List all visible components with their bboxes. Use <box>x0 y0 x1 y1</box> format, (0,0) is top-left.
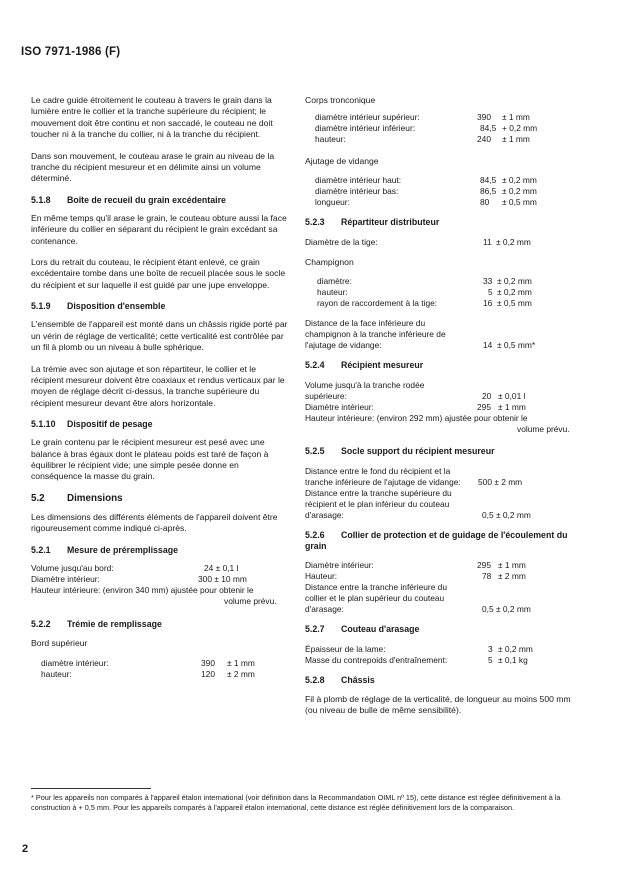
footnote: * Pour les appareils non comparés à l'appareil étalon international (voir définition dans la Recommandation OIML nº 15), cette distance est réglée définitivement à la construction à + 0,5 mm. Pour les appareils comparés à l'appareil étalon international, cette distance est réglée définitivement lors de la comparaison. <box>31 793 561 812</box>
dimension-row: hauteur: 120 ± 2 mm <box>41 668 255 679</box>
dimension-list <box>305 380 577 435</box>
dimension-list <box>305 237 577 248</box>
dimension-row: rayon de raccordement à la tige: 16 ± 0,5 mm <box>317 298 532 308</box>
dimension-row: volume prévu. <box>224 595 277 606</box>
footnote-rule <box>31 788 151 789</box>
section-heading-5-1-8: 5.1.8 Boîte de recueil du grain excédentaire <box>31 194 226 205</box>
dimension-row: volume prévu. <box>517 424 570 434</box>
dimension-row: diamètre intérieur inférieur: 84,5 + 0,2 mm <box>315 123 538 133</box>
right-column <box>305 95 577 717</box>
section-heading-5-2: 5.2 Dimensions <box>31 492 123 504</box>
subheading: Ajutage de vidange <box>305 156 379 166</box>
dimension-row: supérieure: 20 ± 0,01 l <box>305 391 526 401</box>
dimension-row: Diamètre intérieur: 295 ± 1 mm <box>305 560 526 570</box>
dimension-row: d'arasage: 0,5 ± 0,2 mm <box>305 604 531 614</box>
section-heading-5-2-5: 5.2.5 Socle support du récipient mesureur <box>305 446 495 456</box>
dimension-row: Volume jusqu'au bord: 24 ± 0,1 l <box>31 562 239 573</box>
dimension-list <box>305 318 577 351</box>
dimension-row: Diamètre de la tige: 11 ± 0,2 mm <box>305 237 531 247</box>
dimension-row: diamètre intérieur haut: 84,5 ± 0,2 mm <box>315 175 537 185</box>
paragraph: Fil à plomb de réglage de la verticalité, de longueur au moins 500 mm (ou niveau de bulle de même sensibilité). <box>305 694 571 716</box>
dimension-row: Masse du contrepoids d'entraînement: 5 ± 0,1 kg <box>305 655 528 665</box>
paragraph: La trémie avec son ajutage et son répartiteur, le collier et le récipient mesureur doivent être coaxiaux et rendus verticaux par le moyen de réglage décrit ci-dessus, la tranche supérieure du récipient mesureur devant être alors horizontale. <box>31 363 285 408</box>
dimension-list <box>31 563 288 607</box>
section-heading-5-2-1: 5.2.1 Mesure de préremplissage <box>31 544 178 555</box>
section-heading-5-1-10: 5.1.10 Dispositif de pesage <box>31 419 153 430</box>
paragraph: Le cadre guide étroitement le couteau à travers le grain dans la lumière entre le collier et la tranche supérieure du récipient; le mouvement doit être continu et non saccadé, le couteau ne doit toucher ni à la tranche du collier, ni à la tranche du récipient. <box>31 95 273 140</box>
dimension-row: récipient et le plan inférieur du couteau <box>305 499 450 509</box>
subheading: Champignon <box>305 257 354 267</box>
dimension-row: diamètre intérieur bas: 86,5 ± 0,2 mm <box>315 186 537 196</box>
dimension-row: tranche inférieure de l'ajutage de vidange: 500 ± 2 mm <box>305 477 523 487</box>
dimension-row: hauteur: 5 ± 0,2 mm <box>317 287 532 297</box>
subheading: Bord supérieur <box>31 637 88 648</box>
paragraph: Le grain contenu par le récipient mesureur est pesé avec une balance à bras égaux dont le plateau poids est taré de façon à équilibrer le récipient vide; une simple pesée donne en conséquence la masse du grain. <box>31 437 269 482</box>
dimension-list <box>305 175 577 208</box>
subheading: Corps tronconique <box>305 95 376 105</box>
dimension-row: diamètre intérieur supérieur: 390 ± 1 mm <box>315 112 530 122</box>
dimension-row: Épaisseur de la lame: 3 ± 0,2 mm <box>305 644 533 654</box>
page-number: 2 <box>22 843 29 855</box>
dimension-list <box>305 276 577 309</box>
dimension-list <box>305 560 577 615</box>
dimension-row: Volume jusqu'à la tranche rodée <box>305 380 425 390</box>
dimension-list <box>305 112 577 145</box>
dimension-row: collier et le plan supérieur du couteau <box>305 593 445 603</box>
paragraph: L'ensemble de l'appareil est monté dans un châssis rigide porté par un vérin de réglage de verticalité; cette verticalité est contrôlée par un fil à plomb ou un niveau à bulle sphérique. <box>31 319 288 353</box>
paragraph: Lors du retrait du couteau, le récipient étant enlevé, ce grain excédentaire tombe dans une boîte de recueil placée sous le socle du récipient et sur laquelle il est guidé par une jupe enveloppe. <box>31 257 286 290</box>
dimension-row: Hauteur: 78 ± 2 mm <box>305 571 526 581</box>
paragraph: En même temps qu'il arase le grain, le couteau obture aussi la face inférieure du collier en séparant du récipient le grain excédant sa contenance. <box>31 212 287 246</box>
dimension-row: longueur: 80 ± 0,5 mm <box>315 197 537 207</box>
dimension-list <box>31 658 288 680</box>
paragraph: Les dimensions des différents éléments de l'appareil doivent être rigoureusement comme indiqué ci-après. <box>31 511 278 534</box>
dimension-row: d'arasage: 0,5 ± 0,2 mm <box>305 510 531 520</box>
dimension-row: diamètre intérieur: 390 ± 1 mm <box>41 657 255 668</box>
section-heading-5-1-9: 5.1.9 Disposition d'ensemble <box>31 301 166 312</box>
dimension-row: hauteur: 240 ± 1 mm <box>315 134 530 144</box>
paragraph: Dans son mouvement, le couteau arase le grain au niveau de la tranche du récipient mesureur et en délimite ainsi un volume déterminé. <box>31 150 275 184</box>
dimension-row: Distance de la face inférieure du <box>305 318 426 328</box>
dimension-row: Diamètre intérieur: 300 ± 10 mm <box>31 573 247 584</box>
section-heading-5-2-8: 5.2.8 Châssis <box>305 675 375 685</box>
dimension-row: Distance entre la tranche supérieure du <box>305 488 452 498</box>
section-heading-5-2-3: 5.2.3 Répartiteur distributeur <box>305 217 440 227</box>
section-heading-5-2-7: 5.2.7 Couteau d'arasage <box>305 624 420 634</box>
dimension-row: Distance entre la tranche inférieure du <box>305 582 447 592</box>
dimension-row: Hauteur intérieure: (environ 292 mm) ajustée pour obtenir le <box>305 413 528 423</box>
document-header: ISO 7971-1986 (F) <box>21 46 121 58</box>
dimension-list <box>305 644 577 666</box>
section-heading-5-2-4: 5.2.4 Récipient mesureur <box>305 360 424 370</box>
dimension-row: Diamètre intérieur: 295 ± 1 mm <box>305 402 526 412</box>
section-heading-5-2-2: 5.2.2 Trémie de remplissage <box>31 618 162 629</box>
dimension-row: Hauteur intérieure: (environ 340 mm) ajustée pour obtenir le <box>31 584 254 595</box>
dimension-row: l'ajutage de vidange: 14 ± 0,5 mm* <box>305 340 536 350</box>
dimension-list <box>305 466 577 521</box>
dimension-row: diamètre: 33 ± 0,2 mm <box>317 276 532 286</box>
dimension-row: champignon à la tranche inférieure de <box>305 329 446 339</box>
left-column <box>31 95 288 680</box>
dimension-row: Distance entre le fond du récipient et la <box>305 466 451 476</box>
section-heading-5-2-6: 5.2.6 Collier de protection et de guidage de l'écoulement du grain <box>305 530 568 551</box>
